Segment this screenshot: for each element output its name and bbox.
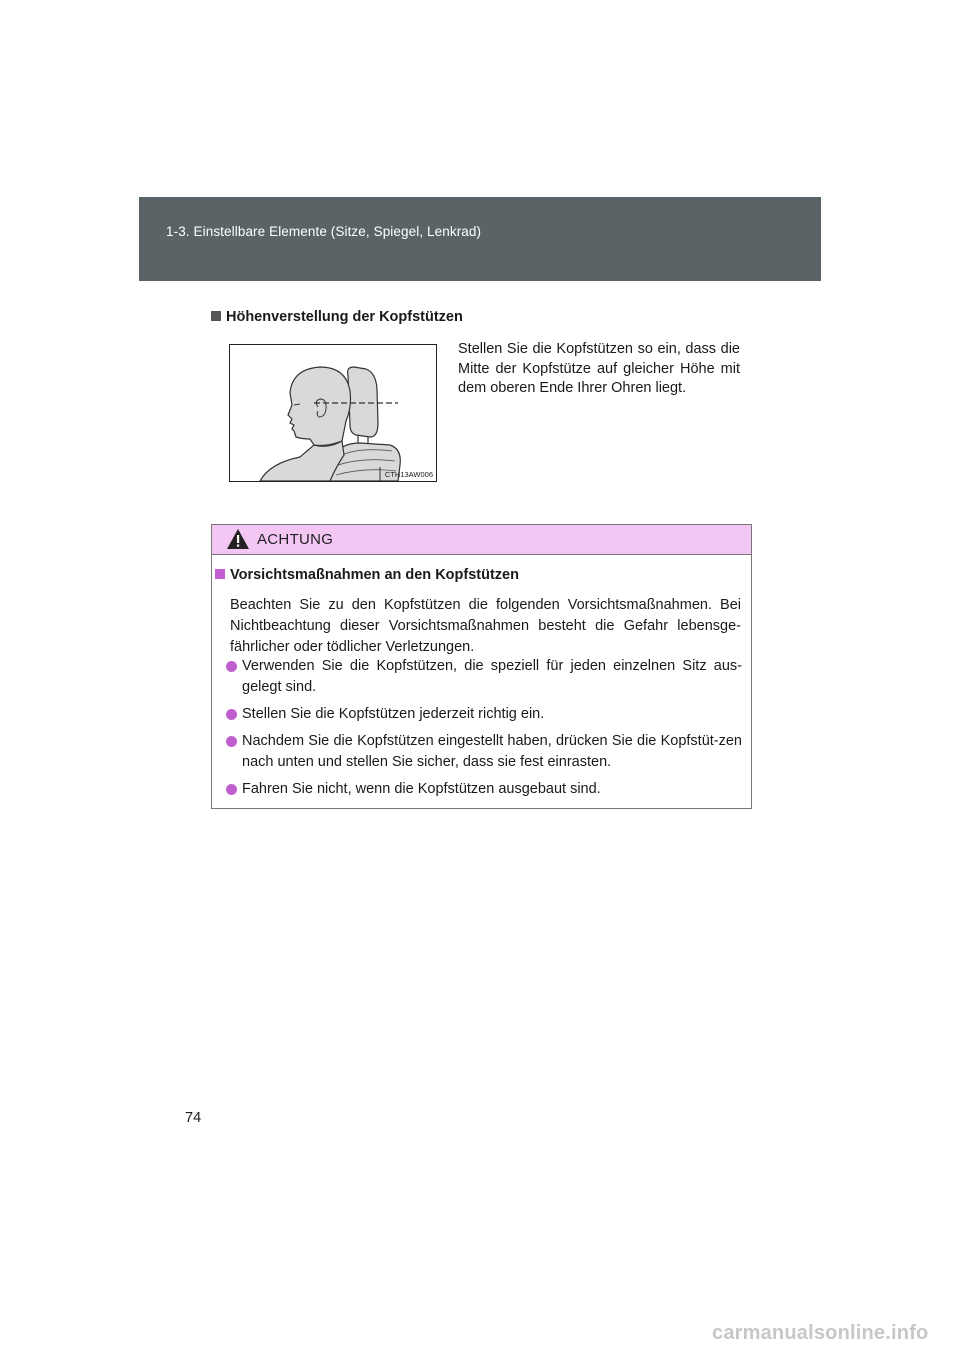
chapter-title: 1-3. Einstellbare Elemente (Sitze, Spiegel, Lenkrad) (166, 224, 482, 239)
list-item-text: Nachdem Sie die Kopfstützen eingestellt haben, drücken Sie die Kopfstüt-zen nach unten und stellen Sie sicher, dass sie fest einrasten. (242, 733, 742, 770)
caution-box (211, 524, 752, 809)
caution-intro: Beachten Sie zu den Kopfstützen die folgenden Vorsichtsmaßnahmen. Bei Nichtbeachtung dieser Vorsichtsmaßnahmen besteht die Gefahr lebensge-fährlicher oder tödlicher Verletzungen. (230, 597, 741, 655)
list-item (226, 779, 742, 800)
square-bullet-icon (211, 311, 221, 321)
caution-header (212, 525, 751, 555)
headrest-illustration (229, 344, 437, 482)
bullet-dot-icon (226, 736, 237, 747)
page-number: 74 (185, 1110, 202, 1126)
caution-title: ACHTUNG (257, 531, 334, 548)
figure-code: CTH13AW006 (384, 470, 433, 479)
list-item (226, 731, 742, 773)
square-bullet-icon (215, 569, 225, 579)
caution-subheading-text: Vorsichtsmaßnahmen an den Kopfstützen (230, 567, 519, 583)
chapter-header-band (139, 197, 821, 281)
section-heading-text: Höhenverstellung der Kopfstützen (226, 309, 463, 325)
list-item (226, 704, 742, 725)
caution-subheading (212, 567, 519, 583)
adjustment-instruction: Stellen Sie die Kopfstützen so ein, dass die Mitte der Kopfstütze auf gleicher Höhe mit dem oberen Ende Ihrer Ohren liegt. (458, 341, 740, 396)
bullet-dot-icon (226, 784, 237, 795)
list-item-text: Stellen Sie die Kopfstützen jederzeit richtig ein. (242, 706, 545, 722)
head-headrest-drawing (230, 345, 436, 481)
watermark: carmanualsonline.info (712, 1322, 929, 1344)
list-item-text: Verwenden Sie die Kopfstützen, die speziell für jeden einzelnen Sitz aus-gelegt sind. (242, 658, 742, 695)
bullet-dot-icon (226, 661, 237, 672)
caution-bullet-list (226, 656, 742, 806)
list-item-text: Fahren Sie nicht, wenn die Kopfstützen ausgebaut sind. (242, 781, 601, 797)
bullet-dot-icon (226, 709, 237, 720)
warning-triangle-icon (226, 528, 250, 550)
section-heading (211, 309, 463, 325)
list-item (226, 656, 742, 698)
